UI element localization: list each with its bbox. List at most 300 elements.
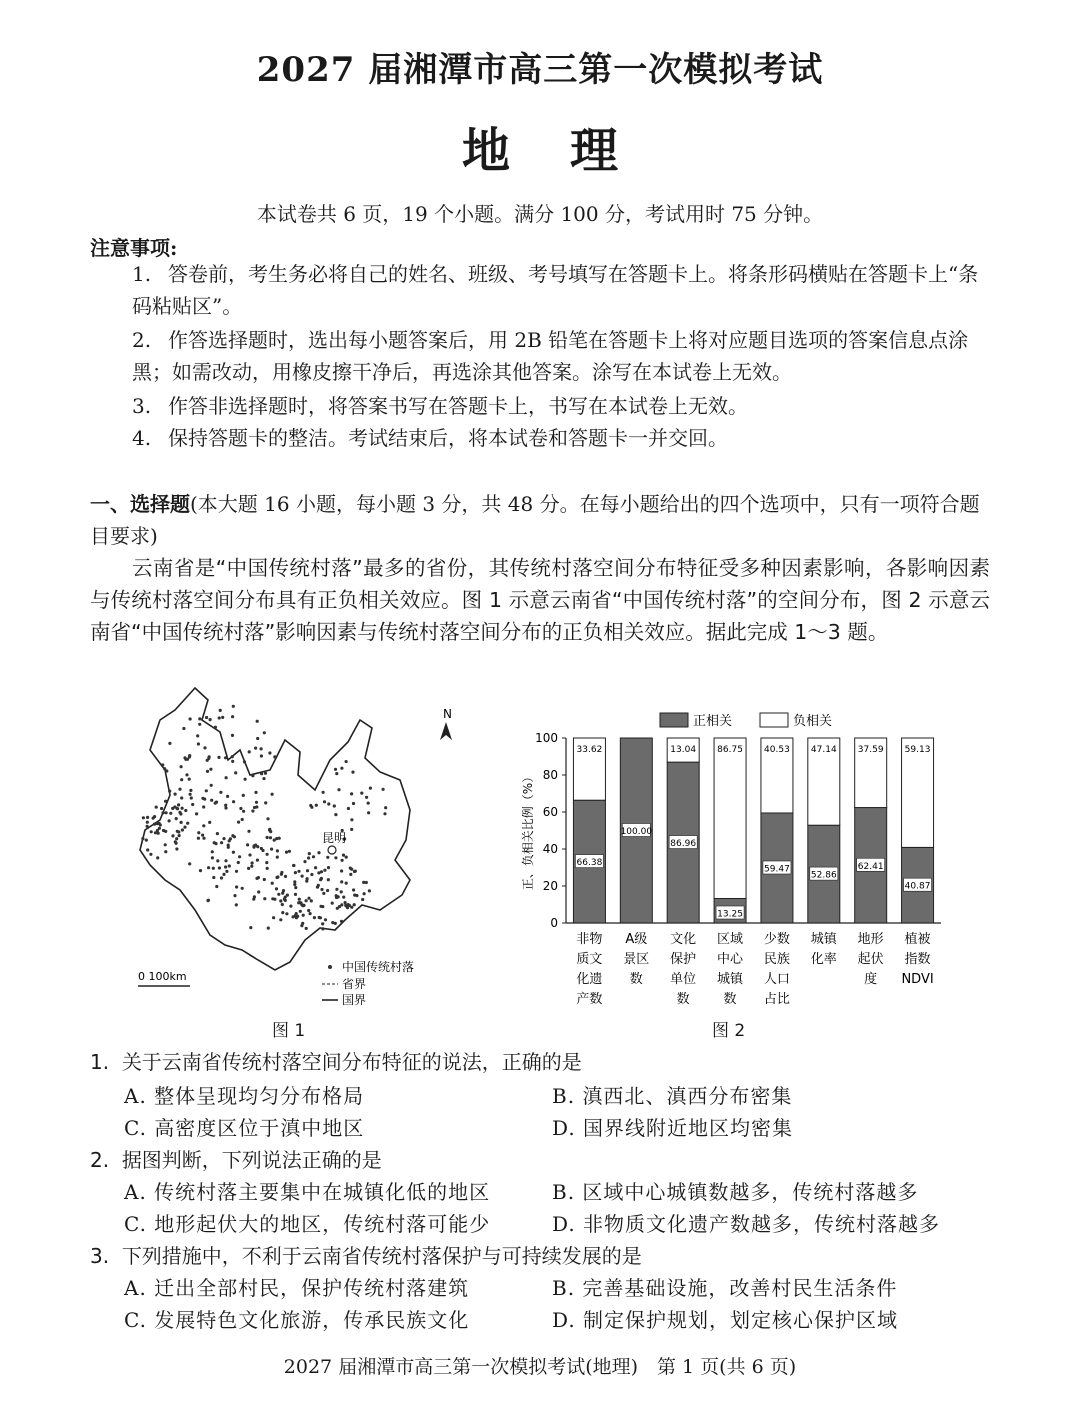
y-tick-label: 40 [542,842,558,856]
village-dot [198,717,201,720]
village-dot [320,877,323,880]
village-dot [261,849,264,852]
village-dot [275,887,278,890]
village-dot [168,819,171,822]
kunming-label: 昆明 [322,831,347,845]
village-dot [244,778,247,781]
village-dot [165,811,168,814]
x-tick-label: 城镇 [810,932,837,947]
village-dot [183,756,186,759]
village-dot [326,856,329,859]
village-dot [249,926,252,929]
village-dot [215,885,218,888]
village-dot [294,886,297,889]
exam-title: 2027 届湘潭市高三第一次模拟考试 [256,50,824,90]
village-dot [178,788,181,791]
village-dot [255,877,258,880]
subject-title: 地理 [461,123,678,179]
village-dot [338,905,341,908]
question-3-stem: 3. 下列措施中，不利于云南省传统村落保护与可持续发展的是 [90,1244,642,1268]
village-dot [354,870,357,873]
village-dot [250,865,253,868]
village-dot [188,862,191,865]
village-dot [260,747,263,750]
village-dot [317,871,320,874]
village-dot [164,843,167,846]
q2-option-b: B. 区域中心城镇数越多，传统村落越多 [552,1180,919,1204]
village-dot [340,920,343,923]
yunnan-map [110,680,470,1020]
village-dot [171,834,174,837]
village-dot [224,859,227,862]
village-dot [205,716,208,719]
village-dot [255,801,258,804]
village-dot [175,817,178,820]
x-tick-label: 人口 [763,972,790,987]
village-dot [289,905,292,908]
village-dot [322,892,325,895]
village-dot [208,821,211,824]
village-dot [324,918,327,921]
village-dot [199,869,202,872]
village-dot [272,916,275,919]
legend-label: 正相关 [693,714,733,729]
village-dot [308,852,311,855]
village-dot [233,894,236,897]
village-dot [345,856,348,859]
village-dot [319,916,322,919]
village-dot [263,897,266,900]
village-dot [227,846,230,849]
x-tick-label: NDVI [901,972,934,987]
village-dot [156,822,159,825]
village-dot [298,898,301,901]
notice-item: 4. 保持答题卡的整洁。考试结束后，将本试卷和答题卡一并交回。 [132,426,728,450]
village-dot [159,823,162,826]
village-dot [150,830,153,833]
village-dot [241,887,244,890]
village-dot [317,884,320,887]
village-dot [185,773,188,776]
village-dot [174,793,177,796]
x-tick-label: 质文 [576,952,603,967]
village-dot [218,866,221,869]
y-axis-label: 正、负相关比例（%） [521,770,535,891]
village-dot [164,850,167,853]
village-dot [149,853,152,856]
fig1-caption: 图 1 [272,1021,306,1041]
kunming-marker [328,846,336,854]
village-dot [231,760,234,763]
village-dot [260,772,263,775]
village-dot [303,860,306,863]
village-dot [235,870,238,873]
village-dot [309,804,312,807]
data-label-positive: 66.38 [576,858,603,869]
village-dot [233,835,236,838]
village-dot [345,760,348,763]
village-dot [182,727,185,730]
village-dot [292,864,295,867]
village-dot [203,798,206,801]
village-dot [323,800,326,803]
village-dot [216,859,219,862]
village-dot [247,830,250,833]
village-dot [299,910,302,913]
village-dot [335,888,338,891]
y-tick-label: 60 [542,805,558,819]
village-dot [334,856,337,859]
data-label-negative: 33.62 [576,745,603,755]
village-dot [350,906,353,909]
data-label-negative: 13.04 [670,745,697,755]
village-dot [183,826,186,829]
village-dot [224,804,227,807]
notice-heading: 注意事项: [90,236,178,260]
scale-label: 0 100km [138,970,187,983]
village-dot [335,772,338,775]
data-label-positive: 62.41 [857,861,884,872]
village-dot [157,832,160,835]
village-dot [196,734,199,737]
village-dot [263,731,266,734]
village-dot [349,873,352,876]
village-dot [175,847,178,850]
village-dot [220,841,223,844]
x-tick-label: 景区 [623,952,650,967]
village-dot [156,829,159,832]
village-dot [335,894,338,897]
village-dot [333,804,336,807]
q2-option-c: C. 地形起伏大的地区，传统村落可能少 [124,1212,491,1236]
village-dot [206,899,209,902]
village-dot [281,892,284,895]
village-dot [238,855,241,858]
village-dot [279,918,282,921]
data-label-negative: 40.53 [764,745,790,755]
village-dot [247,867,250,870]
q3-option-b: B. 完善基础设施，改善村民生活条件 [552,1276,898,1300]
x-tick-label: 城镇 [717,972,744,987]
village-dot [382,788,385,791]
village-dot [251,809,254,812]
north-arrow-icon [440,722,452,740]
village-dot [365,796,368,799]
village-dot [310,873,313,876]
village-dot [164,800,167,803]
village-dot [163,767,166,770]
village-dot [268,751,271,754]
x-tick-label: 民族 [763,952,790,967]
village-dot [146,821,149,824]
village-dot [188,778,191,781]
data-label-positive: 86.96 [670,839,697,850]
x-tick-label: 少数 [763,932,790,947]
village-dot [347,807,350,810]
village-dot [160,807,163,810]
x-tick-label: 度 [864,972,878,987]
exam-info: 本试卷共 6 页，19 个小题。满分 100 分，考试用时 75 分钟。 [256,202,824,226]
notice-item: 1. 答卷前，考生务必将自己的姓名、班级、考号填写在答题卡上。将条形码横贴在答题卡上“条码粘贴区”。 [132,262,979,318]
village-dot [202,824,205,827]
village-dot [184,809,187,812]
village-dot [340,880,343,883]
village-dot [315,804,318,807]
village-dot [368,889,371,892]
village-dot [242,810,245,813]
village-dot [198,723,201,726]
bar-negative [714,738,746,898]
village-dot [256,720,259,723]
legend-swatch [660,713,688,727]
village-dot [322,791,325,794]
village-dot [275,876,278,879]
village-dot [320,888,323,891]
data-label-positive: 40.87 [904,881,931,892]
village-dot [273,839,276,842]
village-dot [243,760,246,763]
village-dot [153,823,156,826]
village-dot [145,839,148,842]
village-dot [281,911,284,914]
village-dot [342,896,345,899]
village-dot [271,793,274,796]
legend-dot-icon [328,965,332,969]
village-dot [300,924,303,927]
village-dot [253,806,256,809]
village-dot [301,904,304,907]
village-dot [306,869,309,872]
village-dot [334,813,337,816]
village-dot [189,717,192,720]
village-dot [224,806,227,809]
village-dot [212,876,215,879]
village-dot [352,802,355,805]
village-dot [384,806,387,809]
village-dot [155,806,158,809]
village-dot [153,815,156,818]
legend-province: 省界 [342,977,367,991]
village-dot [217,756,220,759]
village-dot [232,800,235,803]
village-dot [224,865,227,868]
village-dot [248,750,251,753]
y-tick-label: 100 [535,731,558,745]
village-dot [295,912,298,915]
y-tick-label: 80 [542,768,558,782]
y-tick-label: 0 [550,916,558,930]
village-dot [327,802,330,805]
village-dot [197,837,200,840]
x-tick-label: 占比 [763,992,790,1007]
village-dot [216,832,219,835]
village-dot [168,790,171,793]
x-tick-label: 数 [629,972,643,987]
question-2-stem: 2. 据图判断，下列说法正确的是 [90,1148,382,1172]
village-dot [232,705,235,708]
village-dot [220,876,223,879]
village-dot [294,871,297,874]
x-tick-label: 化率 [810,952,837,967]
village-dot [231,734,234,737]
village-dot [202,837,205,840]
village-dot [205,789,208,792]
legend-village: 中国传统村落 [342,960,415,974]
village-dot [268,828,271,831]
village-dot [180,821,183,824]
village-dot [219,791,222,794]
data-label-positive: 13.25 [717,909,743,920]
village-dot [266,817,269,820]
village-dot [237,861,240,864]
village-dot [307,856,310,859]
village-dot [176,807,179,810]
village-dot [367,802,370,805]
village-dot [175,837,178,840]
village-dot [266,867,269,870]
village-dot [254,791,257,794]
village-dot [177,803,180,806]
village-dot [239,807,242,810]
village-dot [264,801,267,804]
village-dot [302,914,305,917]
village-dot [189,793,192,796]
q1-option-a: A. 整体呈现均匀分布格局 [124,1084,365,1108]
village-dot [284,875,287,878]
village-dot [180,765,183,768]
village-dot [293,883,296,886]
x-tick-label: 区域 [717,932,744,947]
village-dot [206,770,209,773]
village-dot [210,799,213,802]
village-dot [209,718,212,721]
village-dot [252,898,255,901]
village-dot [190,796,193,799]
village-dot [341,859,344,862]
village-dot [309,912,312,915]
village-dot [361,898,364,901]
village-dot [211,850,214,853]
village-dot [201,834,204,837]
x-tick-label: 化遗 [576,972,603,987]
village-dot [213,841,216,844]
legend-label: 负相关 [793,714,833,729]
village-dot [307,909,310,912]
village-dot [169,812,172,815]
village-dot [241,818,244,821]
village-dot [237,821,240,824]
village-dot [202,805,205,808]
village-dot [219,709,222,712]
q1-option-b: B. 滇西北、滇西分布密集 [552,1084,793,1108]
village-dot [344,901,347,904]
village-dot [226,795,229,798]
village-dot [269,836,272,839]
village-dot [297,870,300,873]
village-dot [351,771,354,774]
village-dot [314,866,317,869]
village-dot [142,816,145,819]
village-dot [180,778,183,781]
q3-option-a: A. 迁出全部村民，保护传统村落建筑 [124,1276,470,1300]
village-dot [369,787,372,790]
village-dot [181,828,184,831]
village-dot [225,776,228,779]
correlation-chart [510,705,950,1015]
village-dot [171,807,174,810]
data-label-positive: 59.47 [764,864,790,875]
village-dot [251,774,254,777]
page-footer: 2027 届湘潭市高三第一次模拟考试(地理) 第 1 页(共 6 页) [283,1356,797,1378]
village-dot [321,922,324,925]
q3-option-c: C. 发展特色文化旅游，传承民族文化 [124,1308,470,1332]
x-tick-label: 数 [723,992,737,1007]
village-dot [276,849,279,852]
village-dot [331,902,334,905]
village-dot [281,903,284,906]
village-dot [266,853,269,856]
q1-option-c: C. 高密度区位于滇中地区 [124,1116,365,1140]
y-tick-label: 20 [542,879,558,893]
village-dot [294,893,297,896]
village-dot [262,777,265,780]
village-dot [156,856,159,859]
village-dot [207,866,210,869]
village-dot [337,788,340,791]
village-dot [208,755,211,758]
village-dot [228,864,231,867]
village-dot [197,831,200,834]
village-dot [181,807,184,810]
village-dot [214,726,217,729]
village-dot [349,867,352,870]
village-dot [263,878,266,881]
village-dot [231,715,234,718]
village-dot [298,901,301,904]
village-dot [251,861,254,864]
village-dot [206,759,209,762]
village-dot [257,890,260,893]
village-dot [365,881,368,884]
village-dot [235,885,238,888]
village-dot [146,848,149,851]
village-dot [352,888,355,891]
village-dot [334,922,337,925]
question-1-stem: 1. 关于云南省传统村落空间分布特征的说法，正确的是 [90,1050,582,1074]
village-dot [265,861,268,864]
village-dot [313,916,316,919]
village-dot [285,851,288,854]
village-dot [353,903,356,906]
x-tick-label: 单位 [670,972,697,987]
x-tick-label: 地形 [857,932,884,947]
village-dot [225,870,228,873]
village-dot [342,854,345,857]
village-dot [180,796,183,799]
q1-option-d: D. 国界线附近地区均密集 [552,1116,794,1140]
village-dot [209,768,212,771]
x-tick-label: 非物 [576,932,603,947]
village-dot [246,843,249,846]
village-dot [264,772,267,775]
village-dot [267,927,270,930]
village-dot [286,894,289,897]
village-dot [312,855,315,858]
village-dot [254,747,257,750]
notice-item: 3. 作答非选择题时，将答案书写在答题卡上，书写在本试卷上无效。 [132,394,748,418]
village-dot [288,850,291,853]
village-dot [168,742,171,745]
